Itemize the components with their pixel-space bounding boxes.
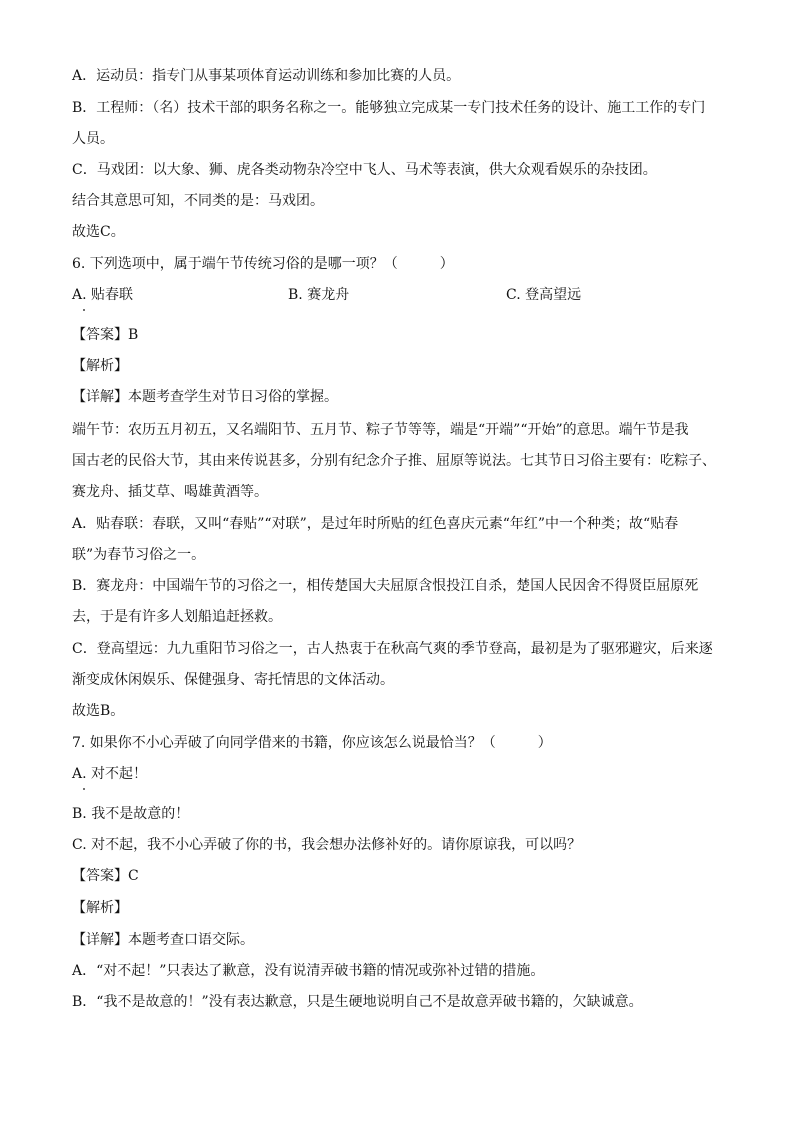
dot-mark xyxy=(83,788,85,790)
q6-paragraph: 国古老的民俗大节，其由来传说甚多，分别有纪念介子推、屈原等说法。七其节日习俗主要有：吃粽子、 xyxy=(72,453,716,469)
q7-option-b: B. 我不是故意的！ xyxy=(72,806,190,822)
explanation-option-b: B．工程师：（名）技术干部的职务名称之一。能够独立完成某一专门技术任务的设计、施工工作的专门 xyxy=(72,100,706,116)
explanation-option-c: C．马戏团：以大象、狮、虎各类动物杂冷空中飞人、马术等表演，供大众观看娱乐的杂技团。 xyxy=(72,162,657,178)
explanation-option-b-cont: 人员。 xyxy=(72,131,114,147)
question-6: 6. 下列选项中，属于端午节传统习俗的是哪一项？（ ） xyxy=(72,256,454,272)
q7-analysis-heading: 【解析】 xyxy=(72,900,128,916)
q6-paragraph: 赛龙舟、插艾草、喝雄黄酒等。 xyxy=(72,484,268,500)
q6-choice: 故选B。 xyxy=(72,703,125,719)
q7-option-a: A. 对不起！ xyxy=(72,766,148,782)
q6-explain-c: 渐变成休闲娱乐、保健强身、寄托情思的文体活动。 xyxy=(72,672,394,688)
q6-option-c: C. 登高望远 xyxy=(506,287,582,303)
q6-explain-c: C．登高望远：九九重阳节习俗之一，古人热衷于在秋高气爽的季节登高，最初是为了驱邪避灾，后来逐 xyxy=(72,641,713,657)
q6-paragraph: 端午节：农历五月初五，又名端阳节、五月节、粽子节等等，端是“开端”“开始”的意思。端午节是我 xyxy=(72,422,689,438)
explanation-option-a: A．运动员：指专门从事某项体育运动训练和参加比赛的人员。 xyxy=(72,68,461,84)
q7-option-c: C. 对不起，我不小心弄破了你的书，我会想办法修补好的。请你原谅我，可以吗？ xyxy=(72,837,582,853)
dot-mark xyxy=(83,309,85,311)
q6-option-b: B. 赛龙舟 xyxy=(288,287,350,303)
q6-analysis-heading: 【解析】 xyxy=(72,358,128,374)
q6-explain-a: 联”为春节习俗之一。 xyxy=(72,547,206,563)
q6-option-a: A. 贴春联 xyxy=(72,287,134,303)
q6-explain-b: B．赛龙舟：中国端午节的习俗之一，相传楚国大夫屈原含恨投江自杀，楚国人民因舍不得贤臣屈原死 xyxy=(72,578,699,594)
q6-explain-b: 去，于是有许多人划船追赶拯救。 xyxy=(72,609,282,625)
q7-explain-a: A．“对不起！”只表达了歉意，没有说清弄破书籍的情况或弥补过错的措施。 xyxy=(72,963,545,979)
q7-answer: 【答案】C xyxy=(72,868,139,884)
q6-answer: 【答案】B xyxy=(72,327,139,343)
q6-explain-a: A．贴春联：春联，又叫“春贴”“对联”，是过年时所贴的红色喜庆元素“年红”中一个种类；故“贴春 xyxy=(72,516,679,532)
conclusion-text: 结合其意思可知，不同类的是：马戏团。 xyxy=(72,193,324,209)
q6-detail: 【详解】本题考查学生对节日习俗的掌握。 xyxy=(72,389,338,405)
question-7: 7. 如果你不小心弄破了向同学借来的书籍，你应该怎么说最恰当？（ ） xyxy=(72,735,552,751)
q7-detail: 【详解】本题考查口语交际。 xyxy=(72,932,254,948)
choice-text: 故选C。 xyxy=(72,224,125,240)
q7-explain-b: B．“我不是故意的！”没有表达歉意，只是生硬地说明自己不是故意弄破书籍的，欠缺诚意。 xyxy=(72,994,643,1010)
